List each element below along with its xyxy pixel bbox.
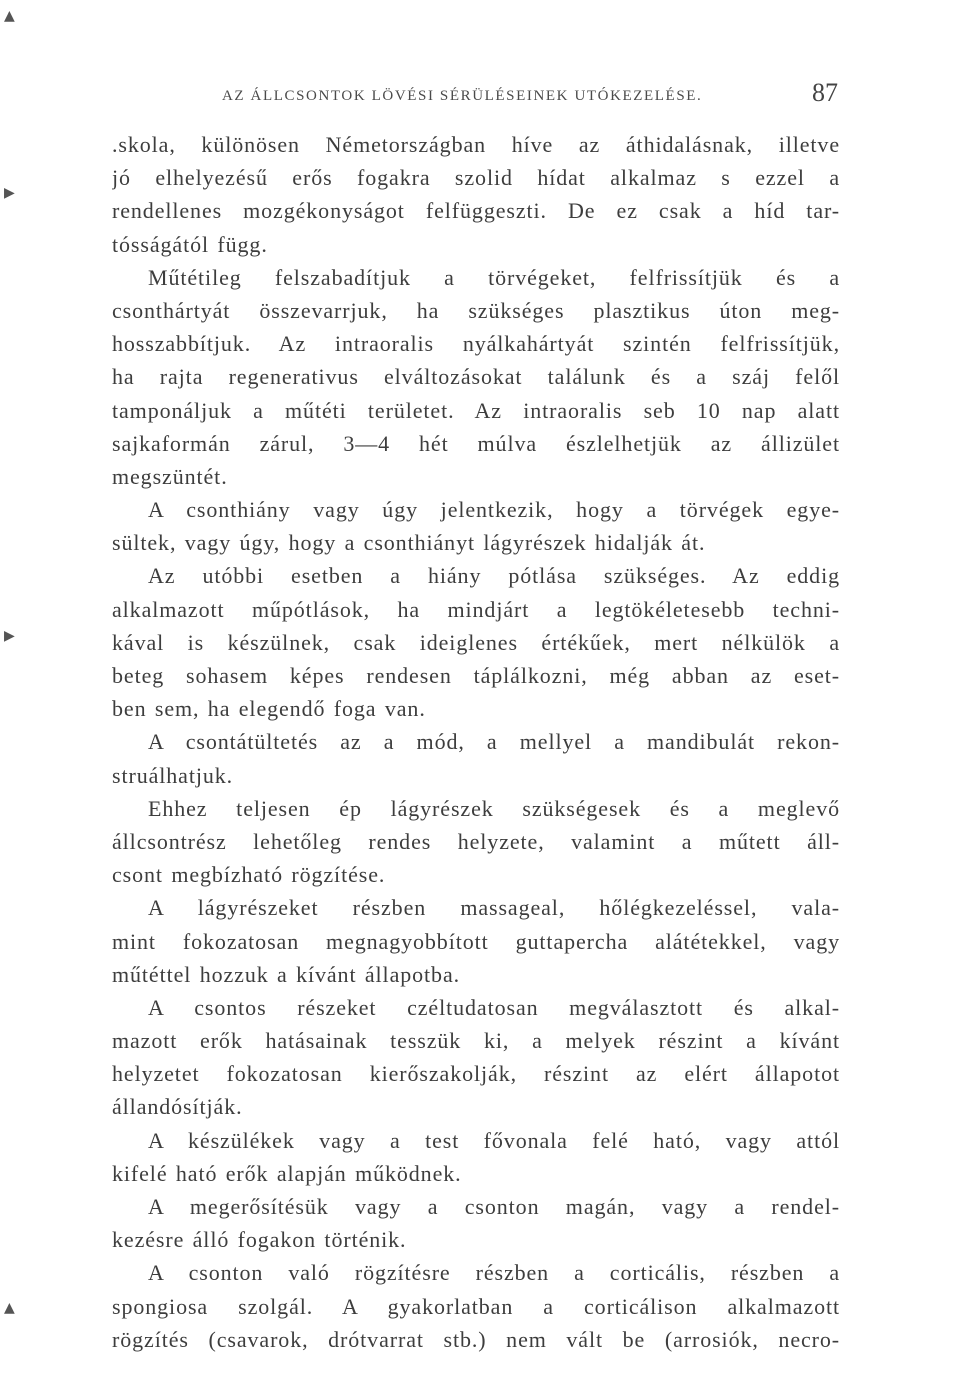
text-line: A csontos részeket czéltudatosan megválasztott és alkal-	[148, 994, 840, 1020]
body-text	[112, 128, 840, 1356]
text-line: Az utóbbi esetben a hiány pótlása szükséges. Az eddig	[148, 563, 840, 589]
text-line: mint fokozatosan megnagyobbított guttapercha alátétekkel, vagy	[112, 928, 840, 954]
margin-arrow-icon: ▶	[4, 185, 15, 201]
text-line: sajkaformán zárul, 3—4 hét múlva észlelhetjük az állizület	[112, 430, 840, 456]
text-line: A megerősítésük vagy a csonton magán, vagy a rendel-	[148, 1194, 840, 1219]
text-line: helyzetet fokozatosan kierőszakolják, részint az elért állapotot	[112, 1061, 840, 1087]
text-line: kával is készülnek, csak ideiglenes értékűek, mert nélkülök a	[112, 629, 840, 655]
text-line: megszüntét.	[112, 463, 228, 489]
text-line: műtéttel hozzuk a kívánt állapotba.	[112, 961, 461, 987]
text-line: állcsontrész lehetőleg rendes helyzete, valamint a műtett áll-	[112, 828, 840, 854]
text-line: Ehhez teljesen ép lágyrészek szükségesek és a meglevő	[148, 795, 840, 821]
text-line: rögzítés (csavarok, drótvarrat stb.) nem vált be (arrosiók, necro-	[112, 1326, 840, 1352]
text-line: A készülékek vagy a test fővonala felé ható, vagy attól	[148, 1127, 840, 1153]
text-line: Műtétileg felszabadítjuk a törvégeket, felfrissítjük és a	[148, 264, 840, 290]
text-line: rendellenes mozgékonyságot felfüggeszti. De ez csak a híd tar-	[112, 198, 840, 224]
text-line: A csontátültetés az a mód, a mellyel a mandibulát rekon-	[148, 729, 840, 755]
text-line: beteg sohasem képes rendesen táplálkozni, még abban az eset-	[112, 663, 840, 688]
text-line: ben sem, ha elegendő foga van.	[112, 696, 426, 722]
text-line: csonthártyát összevarrjuk, ha szükséges plasztikus úton meg-	[112, 297, 840, 323]
text-line: mazott erők hatásainak tesszük ki, a melyek részint a kívánt	[112, 1028, 840, 1054]
text-line: .skola, különösen Németországban híve az áthidalásnak, illetve	[112, 132, 840, 157]
text-line: tósságától függ.	[112, 231, 268, 257]
text-line: A csonthiány vagy úgy jelentkezik, hogy a törvégek egye-	[148, 497, 840, 523]
text-line: kifelé ható erők alapján működnek.	[112, 1160, 462, 1186]
text-line: sültek, vagy úgy, hogy a csonthiányt lágyrészek hidalják át.	[112, 530, 706, 556]
text-line: alkalmazott műpótlások, ha mindjárt a legtökéletesebb techni-	[112, 596, 840, 622]
text-line: állandósítják.	[112, 1094, 243, 1120]
text-line: jó elhelyezésű erős fogakra szolid hídat alkalmaz s ezzel a	[112, 165, 840, 191]
text-line: struálhatjuk.	[112, 762, 234, 788]
text-line: hosszabbítjuk. Az intraoralis nyálkahártyát szintén felfrissítjük,	[112, 331, 840, 357]
text-line: A lágyrészeket részben massageal, hőlégkezeléssel, vala-	[148, 895, 840, 921]
text-line: A csonton való rögzítésre részben a corticális, részben a	[148, 1260, 840, 1286]
margin-arrow-icon: ▲	[4, 8, 15, 24]
page-number: 87	[812, 78, 838, 107]
running-header: AZ ÁLLCSONTOK LÖVÉSI SÉRÜLÉSEINEK UTÓKEZELÉSE.	[222, 88, 703, 104]
text-line: ha rajta regenerativus elváltozásokat találunk és a száj felől	[112, 364, 840, 390]
text-line: kezésre álló fogakon történik.	[112, 1227, 407, 1253]
text-line: tamponáljuk a műtéti területet. Az intraoralis seb 10 nap alatt	[112, 397, 840, 423]
text-line: csont megbízható rögzítése.	[112, 862, 386, 888]
text-line: spongiosa szolgál. A gyakorlatban a corticálison alkalmazott	[112, 1293, 840, 1319]
margin-arrow-icon: ▲	[4, 1300, 15, 1316]
margin-arrow-icon: ▶	[4, 628, 15, 644]
